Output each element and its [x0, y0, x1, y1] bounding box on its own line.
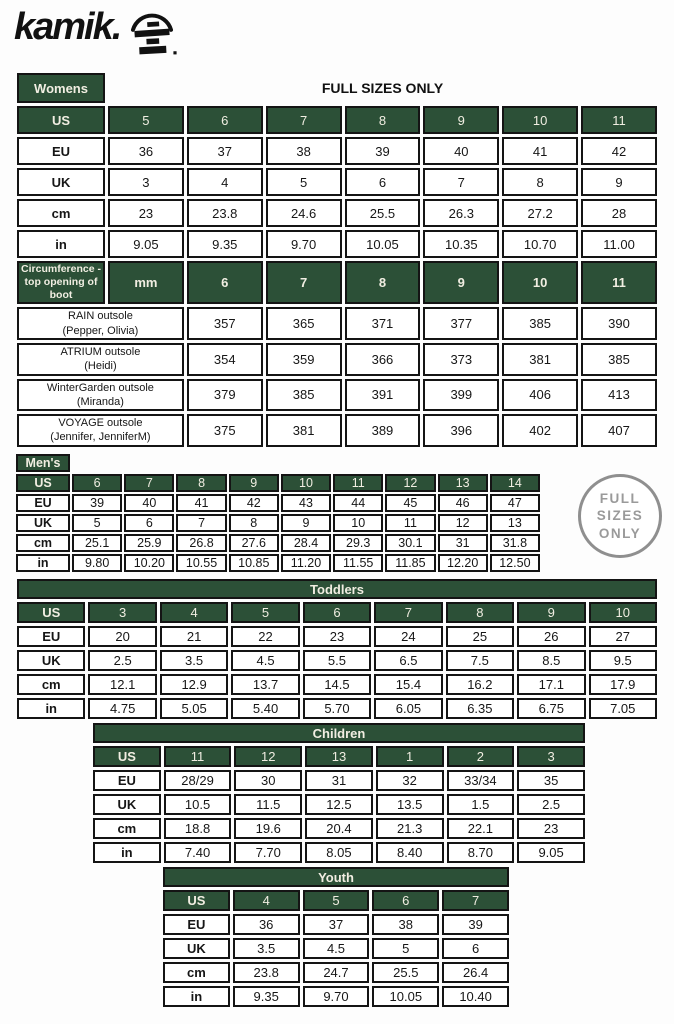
circumference-value: 396	[423, 414, 499, 447]
children-title-row	[93, 723, 585, 743]
size-value: 4.5	[303, 938, 370, 959]
size-value: 26.3	[423, 199, 499, 227]
circumference-label: Circumference - top opening of boot	[17, 261, 105, 304]
size-value: 17.9	[589, 674, 658, 695]
size-row	[163, 962, 509, 983]
size-value: 39	[72, 494, 122, 512]
children-title: Children	[93, 723, 585, 743]
size-value: 19.6	[234, 818, 302, 839]
size-value: 12.5	[305, 794, 373, 815]
row-label: US	[17, 106, 105, 134]
size-row	[17, 137, 657, 165]
womens-header-row	[17, 73, 657, 103]
mens-header-row	[16, 454, 540, 472]
size-value: 6	[372, 890, 439, 911]
size-value: 12.50	[490, 554, 540, 572]
size-value: 22	[231, 626, 299, 647]
size-value: 7	[374, 602, 442, 623]
size-value: 20	[88, 626, 156, 647]
size-row	[17, 626, 657, 647]
size-row	[16, 534, 540, 552]
outsole-models: (Jennifer, JenniferM)	[50, 431, 151, 444]
circumference-value: 357	[187, 307, 263, 340]
outsole-label	[17, 343, 184, 376]
size-value: 17.1	[517, 674, 585, 695]
row-label: in	[17, 698, 85, 719]
size-value: 29.3	[333, 534, 383, 552]
size-value: 3.5	[233, 938, 300, 959]
size-row	[16, 554, 540, 572]
size-value: 31	[438, 534, 488, 552]
size-value: 31	[305, 770, 373, 791]
circumference-value: 390	[581, 307, 657, 340]
size-value: 8	[502, 168, 578, 196]
size-value: 25.5	[345, 199, 421, 227]
size-value: 4.5	[231, 650, 299, 671]
outsole-models: (Pepper, Olivia)	[62, 324, 139, 337]
row-label: UK	[17, 168, 105, 196]
size-row	[17, 106, 657, 134]
row-label: EU	[163, 914, 230, 935]
size-value: 12	[234, 746, 302, 767]
full-sizes-only-badge	[578, 474, 662, 558]
size-value: 33/34	[447, 770, 515, 791]
row-label: UK	[16, 514, 70, 532]
size-value: 13	[305, 746, 373, 767]
circumference-value: 402	[502, 414, 578, 447]
size-value: 26.4	[442, 962, 509, 983]
size-value: 15.4	[374, 674, 442, 695]
circumference-value: 406	[502, 379, 578, 412]
size-row	[163, 914, 509, 935]
size-row	[163, 890, 509, 911]
size-row	[93, 818, 585, 839]
size-value: 42	[581, 137, 657, 165]
size-value: 10.70	[502, 230, 578, 258]
size-value: 38	[372, 914, 439, 935]
size-value: 37	[303, 914, 370, 935]
circumference-value: 375	[187, 414, 263, 447]
mens-size-table	[14, 452, 542, 574]
row-label: cm	[16, 534, 70, 552]
size-value: 26.8	[176, 534, 226, 552]
size-value: 2.5	[88, 650, 156, 671]
size-row	[93, 794, 585, 815]
size-value: 18.8	[164, 818, 232, 839]
size-value: 1	[376, 746, 444, 767]
size-row	[16, 494, 540, 512]
size-value: 5	[266, 168, 342, 196]
badge-line: SIZES	[596, 508, 644, 524]
size-value: 24	[374, 626, 442, 647]
size-value: 8.70	[447, 842, 515, 863]
womens-size-table	[14, 70, 660, 450]
outsole-label	[17, 414, 184, 447]
size-value: 3.5	[160, 650, 228, 671]
size-value: 42	[229, 494, 279, 512]
size-value: 10.05	[345, 230, 421, 258]
size-value: 11.5	[234, 794, 302, 815]
size-value: 23	[108, 199, 184, 227]
circumference-value: 385	[581, 343, 657, 376]
row-label: UK	[17, 650, 85, 671]
outsole-models: (Miranda)	[76, 395, 124, 408]
outsole-models: (Heidi)	[84, 360, 117, 373]
size-value: 10	[333, 514, 383, 532]
size-value: 13.7	[231, 674, 299, 695]
youth-title: Youth	[163, 867, 509, 887]
size-header: 7	[266, 261, 342, 304]
size-value: 3	[108, 168, 184, 196]
row-label: UK	[163, 938, 230, 959]
size-value: 16.2	[446, 674, 514, 695]
size-value: 3	[88, 602, 156, 623]
size-value: 12.20	[438, 554, 488, 572]
circumference-value: 413	[581, 379, 657, 412]
row-label: US	[93, 746, 161, 767]
mens-title: Men's	[16, 454, 70, 472]
row-label: US	[163, 890, 230, 911]
unit-label: mm	[108, 261, 184, 304]
size-value: 7.5	[446, 650, 514, 671]
size-value: 23	[303, 626, 371, 647]
size-value: 23.8	[187, 199, 263, 227]
size-value: 23.8	[233, 962, 300, 983]
size-value: 6	[303, 602, 371, 623]
outsole-label	[17, 307, 184, 340]
size-row	[93, 842, 585, 863]
size-value: 24.6	[266, 199, 342, 227]
children-size-table	[90, 720, 588, 866]
size-value: 6	[72, 474, 122, 492]
size-value: 30	[234, 770, 302, 791]
size-value: 7.40	[164, 842, 232, 863]
circumference-value: 381	[266, 414, 342, 447]
outsole-row	[17, 414, 657, 447]
size-value: 41	[176, 494, 226, 512]
size-row	[17, 230, 657, 258]
size-value: 4	[187, 168, 263, 196]
size-value: 46	[438, 494, 488, 512]
size-value: 4.75	[88, 698, 156, 719]
size-row	[17, 650, 657, 671]
circumference-value: 377	[423, 307, 499, 340]
size-value: 10	[589, 602, 658, 623]
size-value: 8	[229, 514, 279, 532]
size-value: 11.20	[281, 554, 331, 572]
outsole-name: RAIN outsole	[68, 310, 133, 323]
size-row	[93, 770, 585, 791]
outsole-row	[17, 379, 657, 412]
badge-line: FULL	[599, 490, 641, 506]
size-value: 9.70	[266, 230, 342, 258]
size-value: 39	[442, 914, 509, 935]
size-value: 40	[124, 494, 174, 512]
size-value: 12.1	[88, 674, 156, 695]
youth-size-table	[160, 864, 512, 1010]
size-value: 14	[490, 474, 540, 492]
circumference-value: 385	[502, 307, 578, 340]
size-value: 6.5	[374, 650, 442, 671]
size-value: 11.85	[385, 554, 435, 572]
size-row	[16, 474, 540, 492]
size-value: 25.1	[72, 534, 122, 552]
size-value: 5.40	[231, 698, 299, 719]
size-value: 5	[231, 602, 299, 623]
size-value: 39	[345, 137, 421, 165]
size-value: 25.5	[372, 962, 439, 983]
size-value: 13	[490, 514, 540, 532]
size-row	[16, 514, 540, 532]
row-label: cm	[93, 818, 161, 839]
size-value: 10	[502, 106, 578, 134]
size-value: 13	[438, 474, 488, 492]
size-value: 10.55	[176, 554, 226, 572]
size-value: 7	[176, 514, 226, 532]
size-value: 35	[517, 770, 585, 791]
circumference-value: 399	[423, 379, 499, 412]
size-value: 45	[385, 494, 435, 512]
size-value: 6	[187, 106, 263, 134]
size-value: 30.1	[385, 534, 435, 552]
size-value: 20.4	[305, 818, 373, 839]
size-value: 10.5	[164, 794, 232, 815]
size-value: 47	[490, 494, 540, 512]
size-value: 9.70	[303, 986, 370, 1007]
toddlers-title-row	[17, 579, 657, 599]
size-value: 7	[442, 890, 509, 911]
size-row	[93, 746, 585, 767]
size-value: 5.70	[303, 698, 371, 719]
size-value: 8.40	[376, 842, 444, 863]
size-value: 28.4	[281, 534, 331, 552]
row-label: in	[17, 230, 105, 258]
size-value: 11	[333, 474, 383, 492]
size-value: 9.35	[187, 230, 263, 258]
size-value: 21.3	[376, 818, 444, 839]
size-row	[17, 602, 657, 623]
row-label: US	[17, 602, 85, 623]
size-header: 6	[187, 261, 263, 304]
womens-section	[14, 70, 660, 450]
size-value: 5	[108, 106, 184, 134]
size-value: 6	[124, 514, 174, 532]
size-value: 4	[233, 890, 300, 911]
row-label: EU	[93, 770, 161, 791]
size-value: 22.1	[447, 818, 515, 839]
brand-logo	[14, 8, 178, 56]
outsole-name: VOYAGE outsole	[58, 417, 143, 430]
row-label: EU	[17, 626, 85, 647]
size-value: 12.9	[160, 674, 228, 695]
size-value: 38	[266, 137, 342, 165]
size-value: 6.05	[374, 698, 442, 719]
circumference-value: 389	[345, 414, 421, 447]
circumference-value: 371	[345, 307, 421, 340]
size-value: 6	[442, 938, 509, 959]
size-row	[163, 986, 509, 1007]
row-label: EU	[16, 494, 70, 512]
size-row	[17, 674, 657, 695]
toddlers-size-table	[14, 576, 660, 722]
size-value: 32	[376, 770, 444, 791]
size-value: 9	[517, 602, 585, 623]
row-label: cm	[17, 199, 105, 227]
size-value: 43	[281, 494, 331, 512]
mens-section	[14, 452, 542, 574]
size-value: 1.5	[447, 794, 515, 815]
children-section	[90, 720, 588, 866]
womens-title: Womens	[17, 73, 105, 103]
size-value: 14.5	[303, 674, 371, 695]
size-value: 10.35	[423, 230, 499, 258]
mens-header-spacer	[72, 454, 540, 472]
size-value: 9	[281, 514, 331, 532]
size-value: 36	[108, 137, 184, 165]
size-value: 4	[160, 602, 228, 623]
full-sizes-note: FULL SIZES ONLY	[321, 80, 444, 96]
row-label: EU	[17, 137, 105, 165]
row-label: UK	[93, 794, 161, 815]
size-value: 8.5	[517, 650, 585, 671]
size-header: 8	[345, 261, 421, 304]
outsole-name: ATRIUM outsole	[60, 345, 141, 358]
size-header: 10	[502, 261, 578, 304]
circumference-value: 385	[266, 379, 342, 412]
size-value: 8.05	[305, 842, 373, 863]
size-row	[17, 168, 657, 196]
size-value: 24.7	[303, 962, 370, 983]
size-value: 9	[229, 474, 279, 492]
row-label: cm	[17, 674, 85, 695]
inukshuk-icon	[126, 10, 178, 56]
size-value: 11.00	[581, 230, 657, 258]
size-value: 8	[345, 106, 421, 134]
size-value: 11.55	[333, 554, 383, 572]
outsole-name: WinterGarden outsole	[46, 381, 154, 394]
row-label: in	[93, 842, 161, 863]
circumference-value: 381	[502, 343, 578, 376]
size-value: 41	[502, 137, 578, 165]
size-value: 25	[446, 626, 514, 647]
outsole-row	[17, 307, 657, 340]
size-value: 44	[333, 494, 383, 512]
size-value: 37	[187, 137, 263, 165]
circumference-value: 407	[581, 414, 657, 447]
size-value: 9	[423, 106, 499, 134]
row-label: cm	[163, 962, 230, 983]
size-value: 7	[266, 106, 342, 134]
size-value: 5	[303, 890, 370, 911]
size-value: 5.05	[160, 698, 228, 719]
size-value: 27	[589, 626, 658, 647]
youth-title-row	[163, 867, 509, 887]
size-value: 25.9	[124, 534, 174, 552]
size-value: 12	[385, 474, 435, 492]
size-value: 6	[345, 168, 421, 196]
outsole-label	[17, 379, 184, 412]
size-row	[163, 938, 509, 959]
row-label: in	[16, 554, 70, 572]
size-value: 8	[446, 602, 514, 623]
size-value: 6.35	[446, 698, 514, 719]
size-value: 2	[447, 746, 515, 767]
size-value: 11	[164, 746, 232, 767]
size-row	[17, 698, 657, 719]
size-value: 10.05	[372, 986, 439, 1007]
outsole-row	[17, 343, 657, 376]
size-value: 3	[517, 746, 585, 767]
size-value: 9.80	[72, 554, 122, 572]
size-value: 5	[372, 938, 439, 959]
circumference-value: 373	[423, 343, 499, 376]
toddlers-title: Toddlers	[17, 579, 657, 599]
size-value: 11	[581, 106, 657, 134]
size-value: 7.70	[234, 842, 302, 863]
size-header: 11	[581, 261, 657, 304]
circumference-value: 354	[187, 343, 263, 376]
size-value: 7.05	[589, 698, 658, 719]
row-label: in	[163, 986, 230, 1007]
size-value: 10.85	[229, 554, 279, 572]
circumference-value: 359	[266, 343, 342, 376]
size-value: 9.05	[108, 230, 184, 258]
toddlers-section	[14, 576, 660, 722]
size-value: 7	[124, 474, 174, 492]
size-value: 10	[281, 474, 331, 492]
size-value: 9.05	[517, 842, 585, 863]
size-row	[17, 199, 657, 227]
row-label: US	[16, 474, 70, 492]
size-value: 5.5	[303, 650, 371, 671]
brand-wordmark: kamik.	[14, 6, 121, 48]
circumference-value: 391	[345, 379, 421, 412]
size-value: 2.5	[517, 794, 585, 815]
youth-section	[160, 864, 512, 1010]
size-value: 28/29	[164, 770, 232, 791]
size-value: 36	[233, 914, 300, 935]
size-value: 8	[176, 474, 226, 492]
circumference-value: 366	[345, 343, 421, 376]
size-value: 5	[72, 514, 122, 532]
size-value: 10.40	[442, 986, 509, 1007]
size-value: 9	[581, 168, 657, 196]
size-value: 27.6	[229, 534, 279, 552]
size-header: 9	[423, 261, 499, 304]
circumference-value: 379	[187, 379, 263, 412]
size-value: 12	[438, 514, 488, 532]
size-value: 6.75	[517, 698, 585, 719]
size-value: 21	[160, 626, 228, 647]
size-value: 9.35	[233, 986, 300, 1007]
size-value: 40	[423, 137, 499, 165]
size-value: 27.2	[502, 199, 578, 227]
size-value: 9.5	[589, 650, 658, 671]
circumference-header-row	[17, 261, 657, 304]
size-value: 10.20	[124, 554, 174, 572]
size-value: 23	[517, 818, 585, 839]
badge-line: ONLY	[598, 525, 642, 541]
size-value: 7	[423, 168, 499, 196]
size-value: 26	[517, 626, 585, 647]
size-value: 28	[581, 199, 657, 227]
size-value: 11	[385, 514, 435, 532]
size-value: 13.5	[376, 794, 444, 815]
circumference-value: 365	[266, 307, 342, 340]
size-value: 31.8	[490, 534, 540, 552]
